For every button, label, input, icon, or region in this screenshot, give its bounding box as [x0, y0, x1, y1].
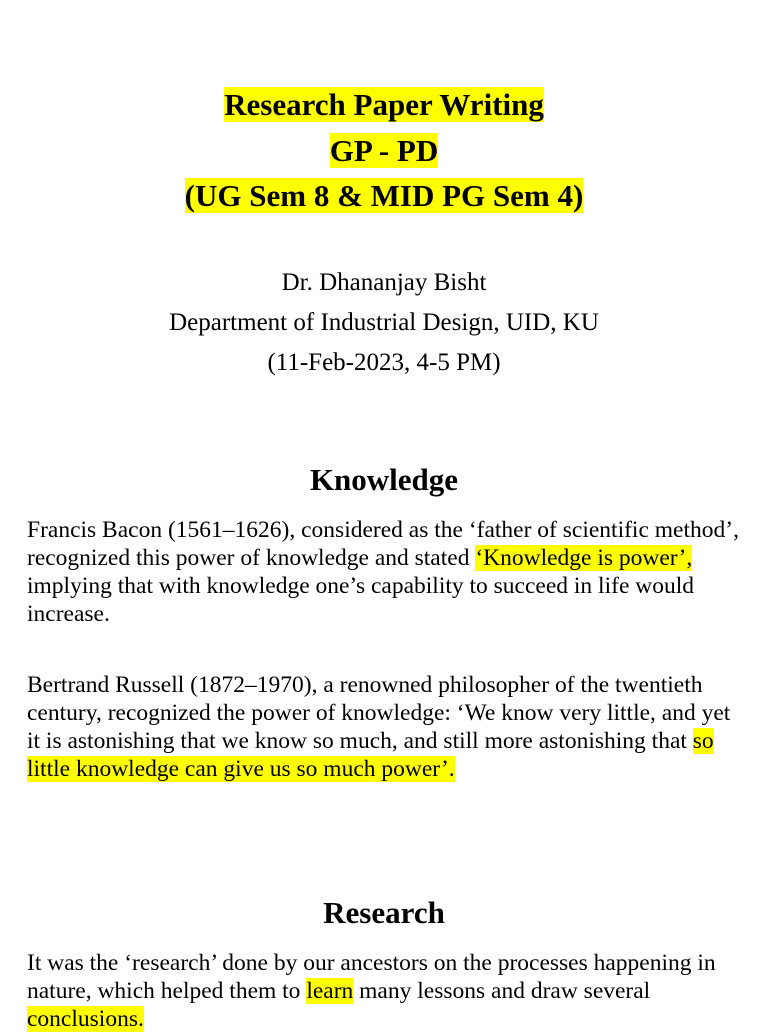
- title-line-3: (UG Sem 8 & MID PG Sem 4): [184, 178, 584, 213]
- highlighted-word: learn: [306, 978, 354, 1004]
- knowledge-paragraph-bacon: [27, 516, 742, 628]
- document-title: [0, 82, 768, 219]
- author-department: Department of Industrial Design, UID, KU: [169, 309, 599, 336]
- paragraph-text: implying that with knowledge one’s capability to succeed in life would increase.: [27, 573, 694, 627]
- author-name: Dr. Dhananjay Bisht: [281, 269, 487, 296]
- research-heading: Research: [323, 895, 445, 930]
- highlighted-quote: so little knowledge can give us so much power’.: [27, 728, 714, 782]
- paragraph-text: many lessons and draw several: [353, 978, 651, 1004]
- title-line-2: GP - PD: [329, 132, 439, 168]
- session-date: (11-Feb-2023, 4-5 PM): [267, 349, 501, 376]
- research-paragraph: [27, 949, 742, 1033]
- highlighted-word: conclusions.: [27, 1006, 144, 1032]
- paragraph-text: Francis Bacon (1561–1626), considered as the ‘father of scientific method’, recognized this power of knowledge and stated: [27, 517, 739, 571]
- highlighted-quote: ‘Knowledge is power’,: [475, 545, 693, 571]
- author-info: [0, 263, 768, 383]
- paragraph-text: It was the ‘research’ done by our ancestors on the processes happening in nature, which helped them to: [27, 950, 716, 1004]
- paragraph-text: Bertrand Russell (1872–1970), a renowned philosopher of the twentieth century, recognized the power of knowledge: ‘We know very little, and yet it is astonishing that we know so much, and still more astonishing that: [27, 672, 731, 754]
- knowledge-heading: Knowledge: [309, 462, 459, 497]
- knowledge-paragraph-russell: [27, 671, 742, 783]
- title-line-1: Research Paper Writing: [224, 87, 544, 122]
